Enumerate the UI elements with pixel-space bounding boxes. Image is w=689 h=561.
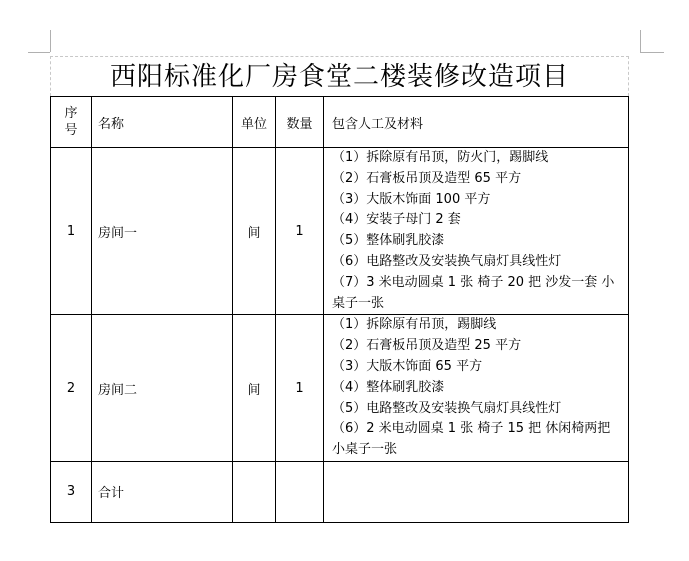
cell-unit: 间 (233, 315, 276, 462)
corner-mark-top-right (640, 30, 641, 52)
header-desc: 包含人工及材料 (324, 97, 629, 148)
desc-line: （7）3 米电动圆桌 1 张 椅子 20 把 沙发一套 小桌子一张 (332, 274, 615, 311)
cell-unit: 间 (233, 148, 276, 315)
desc-line: （2）石膏板吊顶及造型 25 平方 (332, 338, 522, 354)
corner-mark-top-left (28, 52, 50, 53)
cell-no: 3 (51, 461, 92, 522)
table-header-row (51, 97, 629, 148)
desc-line: （2）石膏板吊顶及造型 65 平方 (332, 170, 522, 186)
cell-name: 合计 (92, 461, 233, 522)
cell-no: 1 (51, 148, 92, 315)
header-unit: 单位 (233, 97, 276, 148)
desc-line: （3）大版木饰面 65 平方 (332, 358, 483, 374)
desc-line: （4）整体刷乳胶漆 (332, 379, 445, 395)
cell-no: 2 (51, 315, 92, 462)
cell-name: 房间一 (92, 148, 233, 315)
desc-line: （5）电路整改及安装换气扇灯具线性灯 (332, 400, 562, 416)
cell-name: 房间二 (92, 315, 233, 462)
document-title: 西阳标准化厂房食堂二楼装修改造项目 (50, 56, 629, 96)
corner-mark-top-right (640, 52, 664, 53)
desc-line: （1）拆除原有吊顶，防火门，踢脚线 (332, 150, 549, 165)
cell-desc (324, 461, 629, 522)
project-table (50, 96, 629, 523)
corner-mark-top-left (50, 30, 51, 52)
cell-unit (233, 461, 276, 522)
header-name: 名称 (92, 97, 233, 148)
header-qty: 数量 (276, 97, 324, 148)
desc-line: （5）整体刷乳胶漆 (332, 233, 445, 249)
cell-desc (324, 148, 629, 315)
cell-qty (276, 461, 324, 522)
table-row-total (51, 461, 629, 522)
desc-line: （4）安装子母门 2 套 (332, 212, 461, 228)
table-row (51, 315, 629, 462)
cell-qty: 1 (276, 315, 324, 462)
header-no: 序 号 (51, 97, 92, 148)
desc-line: （1）拆除原有吊顶，踢脚线 (332, 317, 497, 333)
table-row (51, 148, 629, 315)
desc-line: （6）电路整改及安装换气扇灯具线性灯 (332, 253, 562, 269)
cell-qty: 1 (276, 148, 324, 315)
desc-line: （3）大版木饰面 100 平方 (332, 191, 491, 207)
desc-line: （6）2 米电动圆桌 1 张 椅子 15 把 休闲椅两把 小桌子一张 (332, 421, 611, 458)
cell-desc (324, 315, 629, 462)
